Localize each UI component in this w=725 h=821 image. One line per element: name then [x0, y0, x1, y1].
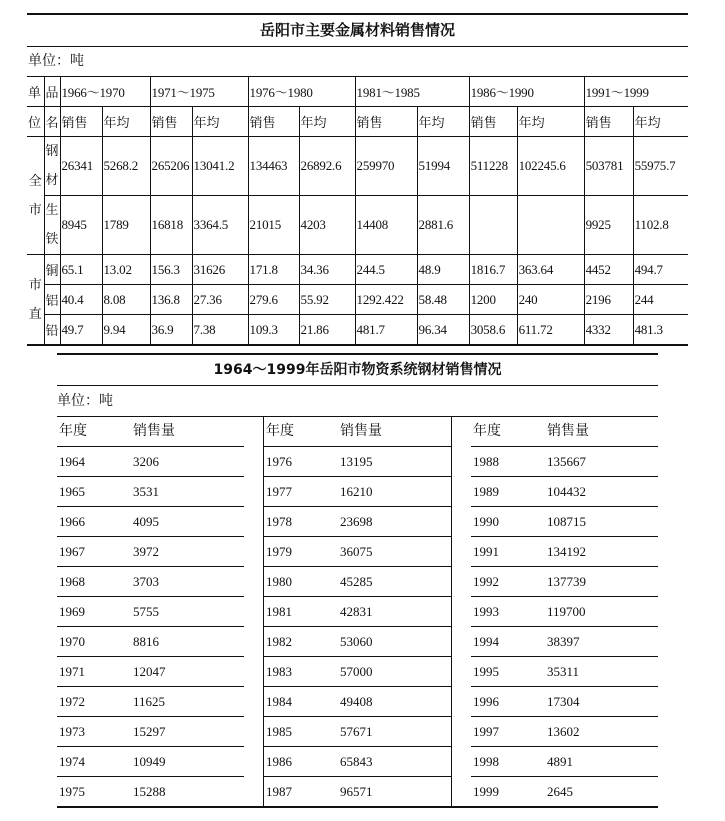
- year-cell: 1992: [473, 574, 499, 589]
- cell-part: 1292.4: [356, 291, 392, 307]
- table-row: [264, 567, 451, 597]
- row-name-pig-iron: [44, 196, 60, 255]
- table2-title: 1964～1999年岳阳市物资系统钢材销售情况: [57, 353, 658, 386]
- sales-cell: 36075: [340, 544, 373, 559]
- header-name-col-top: 品: [44, 77, 60, 107]
- table-row: [57, 567, 244, 597]
- sub-header-sales: 销售: [355, 107, 417, 137]
- cell: 31626: [192, 255, 248, 285]
- sales-cell: 16210: [340, 484, 373, 499]
- cell: 55975.7: [633, 137, 688, 196]
- table-row: [57, 627, 244, 657]
- sub-header-sales: 销售: [60, 107, 102, 137]
- table1-header-row-periods: [27, 77, 688, 107]
- cell: 8.08: [102, 285, 150, 315]
- cell: 503781: [584, 137, 633, 196]
- cell: 51994: [417, 137, 469, 196]
- sub-header-avg: 年均: [517, 107, 584, 137]
- table-row: [57, 597, 244, 627]
- sub-header-sales: 销售: [150, 107, 192, 137]
- row-name-char: 生: [45, 203, 59, 218]
- year-cell: 1984: [266, 694, 292, 709]
- cell: 1789: [102, 196, 150, 255]
- year-cell: 1981: [266, 604, 292, 619]
- cell: 26341: [60, 137, 102, 196]
- steel-sales-by-year-table: [57, 353, 658, 808]
- cell: 244: [633, 285, 688, 315]
- year-cell: 1989: [473, 484, 499, 499]
- sales-cell: 15288: [133, 784, 166, 799]
- sales-cell: 3206: [133, 454, 159, 469]
- sub-header-avg: 年均: [299, 107, 355, 137]
- sales-cell: 8816: [133, 634, 159, 649]
- year-cell: 1991: [473, 544, 499, 559]
- cell: 3058.6: [469, 315, 517, 346]
- table-row: [471, 477, 658, 507]
- period-header: 1986～1990: [469, 77, 584, 107]
- sales-cell: 3531: [133, 484, 159, 499]
- cell: 13.02: [102, 255, 150, 285]
- year-cell: 1983: [266, 664, 292, 679]
- group-label-city-direct: [27, 255, 44, 346]
- sales-cell: 5755: [133, 604, 159, 619]
- cell: 9.94: [102, 315, 150, 346]
- year-cell: 1978: [266, 514, 292, 529]
- period-header: 1976～1980: [248, 77, 355, 107]
- year-cell: 1974: [59, 754, 85, 769]
- cell: 55.92: [299, 285, 355, 315]
- table-row: [264, 717, 451, 747]
- table-row: [471, 447, 658, 477]
- cell: 48.9: [417, 255, 469, 285]
- year-cell: 1965: [59, 484, 85, 499]
- col-year-header: 年度: [266, 423, 294, 439]
- group-label-char: 全: [28, 173, 42, 189]
- row-name-copper: 铜: [44, 255, 60, 285]
- table-row: [264, 687, 451, 717]
- year-cell: 1985: [266, 724, 292, 739]
- table-row: [471, 747, 658, 777]
- cell: 8945: [60, 196, 102, 255]
- table-row: [264, 657, 451, 687]
- cell: 259970: [355, 137, 417, 196]
- header-row: [57, 417, 244, 447]
- year-cell: 1964: [59, 454, 85, 469]
- year-cell: 1977: [266, 484, 292, 499]
- cell: 494.7: [633, 255, 688, 285]
- cell: 481.3: [633, 315, 688, 346]
- row-name-char: 钢: [45, 144, 59, 159]
- sales-cell: 134192: [547, 544, 586, 559]
- cell: 14408: [355, 196, 417, 255]
- cell: 40.4: [60, 285, 102, 315]
- sales-cell: 65843: [340, 754, 373, 769]
- table-row: [57, 447, 244, 477]
- year-block: [263, 417, 452, 806]
- table-row: [27, 285, 688, 315]
- sales-cell: 104432: [547, 484, 586, 499]
- table-row: [264, 597, 451, 627]
- table-row: [264, 477, 451, 507]
- year-cell: 1987: [266, 784, 292, 799]
- cell: 1102.8: [633, 196, 688, 255]
- table-row: [471, 597, 658, 627]
- sales-cell: 49408: [340, 694, 373, 709]
- table-row: [27, 137, 688, 196]
- sales-cell: 10949: [133, 754, 166, 769]
- table-row: [471, 507, 658, 537]
- year-cell: 1969: [59, 604, 85, 619]
- cell: 27.36: [192, 285, 248, 315]
- sales-cell: 15297: [133, 724, 166, 739]
- cell: 36.9: [150, 315, 192, 346]
- sales-cell: 135667: [547, 454, 586, 469]
- table-row: [57, 747, 244, 777]
- sales-cell: 42831: [340, 604, 373, 619]
- period-header: 1966～1970: [60, 77, 150, 107]
- table2-blocks: [57, 416, 658, 808]
- sales-cell: 57000: [340, 664, 373, 679]
- cell: 13041.2: [192, 137, 248, 196]
- cell: 5268.2: [102, 137, 150, 196]
- cell: 96.34: [417, 315, 469, 346]
- cell: 4452: [584, 255, 633, 285]
- table-row: [264, 777, 451, 806]
- year-cell: 1995: [473, 664, 499, 679]
- year-cell: 1972: [59, 694, 85, 709]
- year-block: [57, 417, 244, 806]
- sales-cell: 17304: [547, 694, 580, 709]
- year-cell: 1988: [473, 454, 499, 469]
- cell: 511228: [469, 137, 517, 196]
- header-unit-col-top: 单: [27, 77, 44, 107]
- group-label-char: 市: [28, 277, 42, 293]
- year-cell: 1966: [59, 514, 85, 529]
- col-sales-header: 销售量: [340, 423, 382, 439]
- sales-cell: 38397: [547, 634, 580, 649]
- header-row: [264, 417, 451, 447]
- table-row: [471, 567, 658, 597]
- sales-cell: 4891: [547, 754, 573, 769]
- table-row: [471, 777, 658, 806]
- sales-cell: 53060: [340, 634, 373, 649]
- year-block: [471, 417, 658, 806]
- row-name-lead: 铅: [44, 315, 60, 346]
- table-row: [57, 687, 244, 717]
- sales-cell: 45285: [340, 574, 373, 589]
- cell: 16818: [150, 196, 192, 255]
- cell: 3364.5: [192, 196, 248, 255]
- table1-unit: 单位：吨: [28, 53, 84, 69]
- table-row: [264, 747, 451, 777]
- col-year-header: 年度: [59, 423, 87, 439]
- table1-grid: [27, 76, 688, 346]
- cell: 240: [517, 285, 584, 315]
- table-row: [471, 657, 658, 687]
- sales-cell: 3703: [133, 574, 159, 589]
- year-cell: 1997: [473, 724, 499, 739]
- table-row: [27, 255, 688, 285]
- cell: [517, 196, 584, 255]
- col-year-header: 年度: [473, 423, 501, 439]
- cell: 102245.6: [517, 137, 584, 196]
- col-sales-header: 销售量: [133, 423, 175, 439]
- group-label-char: 市: [28, 202, 42, 218]
- row-name-steel: [44, 137, 60, 196]
- period-header: 1981～1985: [355, 77, 469, 107]
- table-row: [471, 627, 658, 657]
- sales-cell: 4095: [133, 514, 159, 529]
- sub-header-sales: 销售: [469, 107, 517, 137]
- year-cell: 1982: [266, 634, 292, 649]
- sales-cell: 3972: [133, 544, 159, 559]
- cell: 34.36: [299, 255, 355, 285]
- year-cell: 1976: [266, 454, 292, 469]
- cell: [355, 285, 417, 315]
- sales-cell: 57671: [340, 724, 373, 739]
- cell: 58.48: [417, 285, 469, 315]
- year-cell: 1986: [266, 754, 292, 769]
- cell: 109.3: [248, 315, 299, 346]
- sales-cell: 13195: [340, 454, 373, 469]
- row-name-char: 材: [45, 173, 59, 188]
- sales-cell: 119700: [547, 604, 586, 619]
- sub-header-sales: 销售: [248, 107, 299, 137]
- table-row: [57, 657, 244, 687]
- header-name-col-bottom: 名: [44, 107, 60, 137]
- cell: 265206: [150, 137, 192, 196]
- sub-header-avg: 年均: [102, 107, 150, 137]
- cell: 7.38: [192, 315, 248, 346]
- cell: 1200: [469, 285, 517, 315]
- year-cell: 1980: [266, 574, 292, 589]
- sub-header-avg: 年均: [192, 107, 248, 137]
- table-row: [264, 537, 451, 567]
- table-row: [57, 717, 244, 747]
- cell: 1816.7: [469, 255, 517, 285]
- cell: 2881.6: [417, 196, 469, 255]
- table-row: [264, 627, 451, 657]
- header-row: [471, 417, 658, 447]
- sales-cell: 2645: [547, 784, 573, 799]
- year-cell: 1979: [266, 544, 292, 559]
- cell: 4203: [299, 196, 355, 255]
- table-row: [471, 717, 658, 747]
- sub-header-avg: 年均: [633, 107, 688, 137]
- cell: 65.1: [60, 255, 102, 285]
- sub-header-sales: 销售: [584, 107, 633, 137]
- sales-cell: 35311: [547, 664, 580, 679]
- cell: 156.3: [150, 255, 192, 285]
- row-name-aluminum: 铝: [44, 285, 60, 315]
- cell: 134463: [248, 137, 299, 196]
- sub-header-avg: 年均: [417, 107, 469, 137]
- year-cell: 1998: [473, 754, 499, 769]
- table-row: [264, 507, 451, 537]
- cell: 481.7: [355, 315, 417, 346]
- table1-title: 岳阳市主要金属材料销售情况: [27, 13, 688, 47]
- cell: 171.8: [248, 255, 299, 285]
- table1-header-row-sub: [27, 107, 688, 137]
- cell: 9925: [584, 196, 633, 255]
- year-cell: 1973: [59, 724, 85, 739]
- sales-cell: 137739: [547, 574, 586, 589]
- cell: 49.7: [60, 315, 102, 346]
- year-cell: 1971: [59, 664, 85, 679]
- col-sales-header: 销售量: [547, 423, 589, 439]
- cell: 21015: [248, 196, 299, 255]
- year-cell: 1990: [473, 514, 499, 529]
- year-cell: 1996: [473, 694, 499, 709]
- table-row: [57, 507, 244, 537]
- year-cell: 1999: [473, 784, 499, 799]
- cell: 244.5: [355, 255, 417, 285]
- table-row: [57, 777, 244, 806]
- year-cell: 1967: [59, 544, 85, 559]
- table-row: [27, 196, 688, 255]
- group-label-citywide: [27, 137, 44, 255]
- sales-cell: 11625: [133, 694, 166, 709]
- cell: 26892.6: [299, 137, 355, 196]
- sales-cell: 23698: [340, 514, 373, 529]
- cell: 136.8: [150, 285, 192, 315]
- metal-sales-table: [27, 13, 688, 346]
- cell-part: 22: [391, 291, 404, 307]
- cell: 21.86: [299, 315, 355, 346]
- cell: 611.72: [517, 315, 584, 346]
- sales-cell: 108715: [547, 514, 586, 529]
- year-cell: 1968: [59, 574, 85, 589]
- year-cell: 1975: [59, 784, 85, 799]
- table-row: [264, 447, 451, 477]
- cell: [469, 196, 517, 255]
- cell: 4332: [584, 315, 633, 346]
- period-header: 1971～1975: [150, 77, 248, 107]
- table-row: [27, 315, 688, 346]
- table-row: [471, 687, 658, 717]
- header-unit-col-bottom: 位: [27, 107, 44, 137]
- group-label-char: 直: [28, 306, 42, 322]
- sales-cell: 13602: [547, 724, 580, 739]
- year-cell: 1993: [473, 604, 499, 619]
- sales-cell: 12047: [133, 664, 166, 679]
- cell: 2196: [584, 285, 633, 315]
- year-cell: 1994: [473, 634, 499, 649]
- sales-cell: 96571: [340, 784, 373, 799]
- table-row: [57, 477, 244, 507]
- table-row: [57, 537, 244, 567]
- cell: 279.6: [248, 285, 299, 315]
- table-row: [471, 537, 658, 567]
- period-header: 1991～1999: [584, 77, 688, 107]
- cell: 363.64: [517, 255, 584, 285]
- year-cell: 1970: [59, 634, 85, 649]
- table2-unit: 单位：吨: [57, 393, 113, 409]
- row-name-char: 铁: [45, 232, 59, 247]
